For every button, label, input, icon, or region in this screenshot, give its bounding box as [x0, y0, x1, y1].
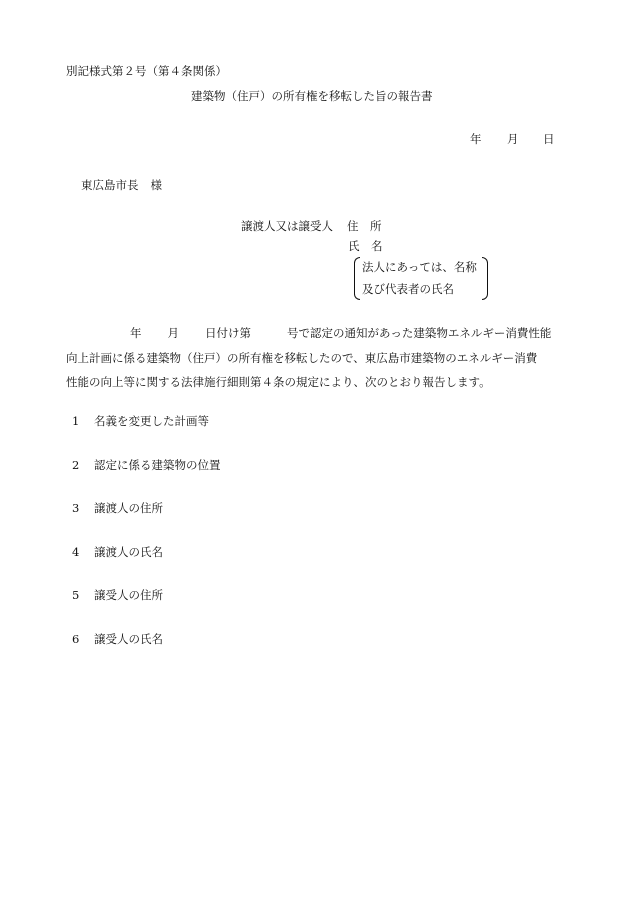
body-month: 月 [167, 326, 179, 340]
body-line1-rest: 号で認定の通知があった建築物エネルギー消費性能 [287, 326, 552, 340]
addressee-honorific: 様 [150, 178, 162, 192]
name-label: 氏 名 [348, 239, 383, 253]
body-year: 年 [130, 326, 142, 340]
list-item [72, 503, 163, 515]
corporation-note-line2: 及び代表者の氏名 [362, 282, 454, 296]
corporation-note-bracket [354, 257, 488, 300]
date-month-label: 月 [507, 132, 519, 146]
item-number: 6 [72, 632, 80, 646]
item-number: 1 [72, 414, 80, 428]
item-label: 譲渡人の住所 [94, 501, 163, 515]
body-paragraph-line1 [66, 328, 551, 340]
item-number: 5 [72, 588, 80, 602]
list-item [72, 590, 163, 602]
list-item [72, 634, 163, 646]
document-title: 建築物（住戸）の所有権を移転した旨の報告書 [191, 89, 433, 103]
item-number: 3 [72, 501, 80, 515]
date-year-label: 年 [470, 132, 482, 146]
address-label: 住 所 [347, 219, 382, 233]
body-paragraph-line3: 性能の向上等に関する法律施行細則第４条の規定により、次のとおり報告します。 [66, 375, 491, 389]
addressee [81, 180, 162, 192]
date-day-label: 日 [543, 132, 555, 146]
item-label: 名義を変更した計画等 [94, 414, 209, 428]
item-number: 4 [72, 545, 80, 559]
list-item [72, 416, 209, 428]
party-address-row [241, 221, 382, 233]
corporation-note-line1: 法人にあっては、名称 [362, 260, 477, 274]
item-label: 譲渡人の氏名 [94, 545, 163, 559]
form-number-label: 別記様式第２号（第４条関係） [66, 64, 227, 78]
item-label: 譲受人の氏名 [94, 632, 163, 646]
party-role-label: 譲渡人又は譲受人 [241, 219, 333, 233]
right-bracket [482, 257, 488, 300]
left-bracket [354, 257, 360, 300]
item-label: 譲受人の住所 [94, 588, 163, 602]
list-item [72, 547, 163, 559]
addressee-name: 東広島市長 [81, 178, 139, 192]
body-dated-no: 日付け第 [205, 326, 251, 340]
item-label: 認定に係る建築物の位置 [94, 458, 221, 472]
item-number: 2 [72, 458, 80, 472]
body-paragraph-line2: 向上計画に係る建築物（住戸）の所有権を移転したので、東広島市建築物のエネルギー消費 [66, 351, 538, 365]
list-item [72, 460, 221, 472]
